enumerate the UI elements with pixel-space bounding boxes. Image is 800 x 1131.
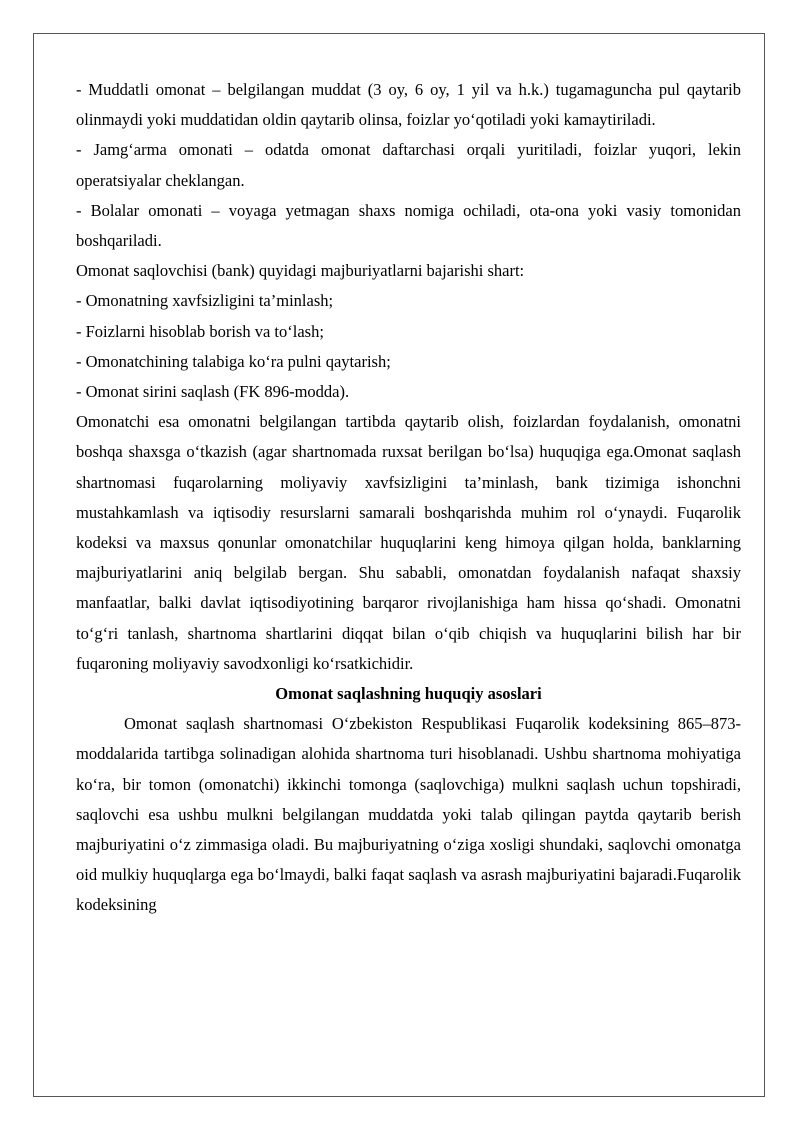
document-body (76, 75, 741, 921)
list-item-interest: - Foizlarni hisoblab borish va to‘lash; (76, 321, 324, 341)
paragraph-legal-basis: Omonat saqlash shartnomasi O‘zbekiston Respublikasi Fuqarolik kodeksining 865–873-moddalarida tartibga solinadigan alohida shartnoma turi hisoblanadi. Ushbu shartnoma mohiyatiga ko‘ra, bir tomon (omonatchi) ikkinchi tomonga (saqlovchiga) mulkni saqlash uchun topshiradi, saqlovchi esa ushbu mulkni belgilangan muddatda yoki talab qilingan paytda qaytarib berish majburiyatini o‘z zimmasiga oladi. Bu majburiyatning o‘ziga xosligi shundaki, saqlovchi omonatga oid mulkiy huquqlarga ega bo‘lmaydi, balki faqat saqlash va asrash majburiyatini bajaradi.Fuqarolik kodeksining (76, 714, 741, 915)
list-item-secrecy: - Omonat sirini saqlash (FK 896-modda). (76, 382, 350, 402)
paragraph-savings-deposit: - Jamg‘arma omonati – odatda omonat daftarchasi orqali yuritiladi, foizlar yuqori, lekin operatsiyalar cheklangan. (76, 140, 741, 190)
paragraph-bank-obligations-intro: Omonat saqlovchisi (bank) quyidagi majburiyatlarni bajarishi shart: (76, 261, 525, 281)
list-item-return: - Omonatchining talabiga ko‘ra pulni qaytarish; (76, 351, 391, 371)
section-heading: Omonat saqlashning huquqiy asoslari (275, 684, 542, 704)
paragraph-term-deposit: - Muddatli omonat – belgilangan muddat (3 oy, 6 oy, 1 yil va h.k.) tugamaguncha pul qaytarib olinmaydi yoki muddatidan oldin qaytarib olinsa, foizlar yo‘qotiladi yoki kamaytiriladi. (76, 80, 741, 130)
paragraph-children-deposit: - Bolalar omonati – voyaga yetmagan shaxs nomiga ochiladi, ota-ona yoki vasiy tomonidan boshqariladi. (76, 200, 741, 251)
paragraph-depositor-rights: Omonatchi esa omonatni belgilangan tartibda qaytarib olish, foizlardan foydalanish, omonatni boshqa shaxsga o‘tkazish (agar shartnomada ruxsat berilgan bo‘lsa) huquqiga ega.Omonat saqlash shartnomasi fuqarolarning moliyaviy xavfsizligini ta’minlash, bank tizimiga ishonchni mustahkamlash va iqtisodiy resurslarni samarali boshqarishda muhim rol o‘ynaydi. Fuqarolik kodeksi va maxsus qonunlar omonatchilar huquqlarini keng himoya qilgan holda, banklarning majburiyatlarini aniq belgilab bergan. Shu sababli, omonatdan foydalanish nafaqat shaxsiy manfaatlar, balki davlat iqtisodiyotining barqaror rivojlanishiga ham hissa qo‘shadi. Omonatni to‘g‘ri tanlash, shartnoma shartlarini diqqat bilan o‘qib chiqish va huquqlarini bilish har bir fuqaroning moliyaviy savodxonligi ko‘rsatkichidir. (76, 412, 741, 673)
list-item-safety: - Omonatning xavfsizligini ta’minlash; (76, 291, 334, 311)
